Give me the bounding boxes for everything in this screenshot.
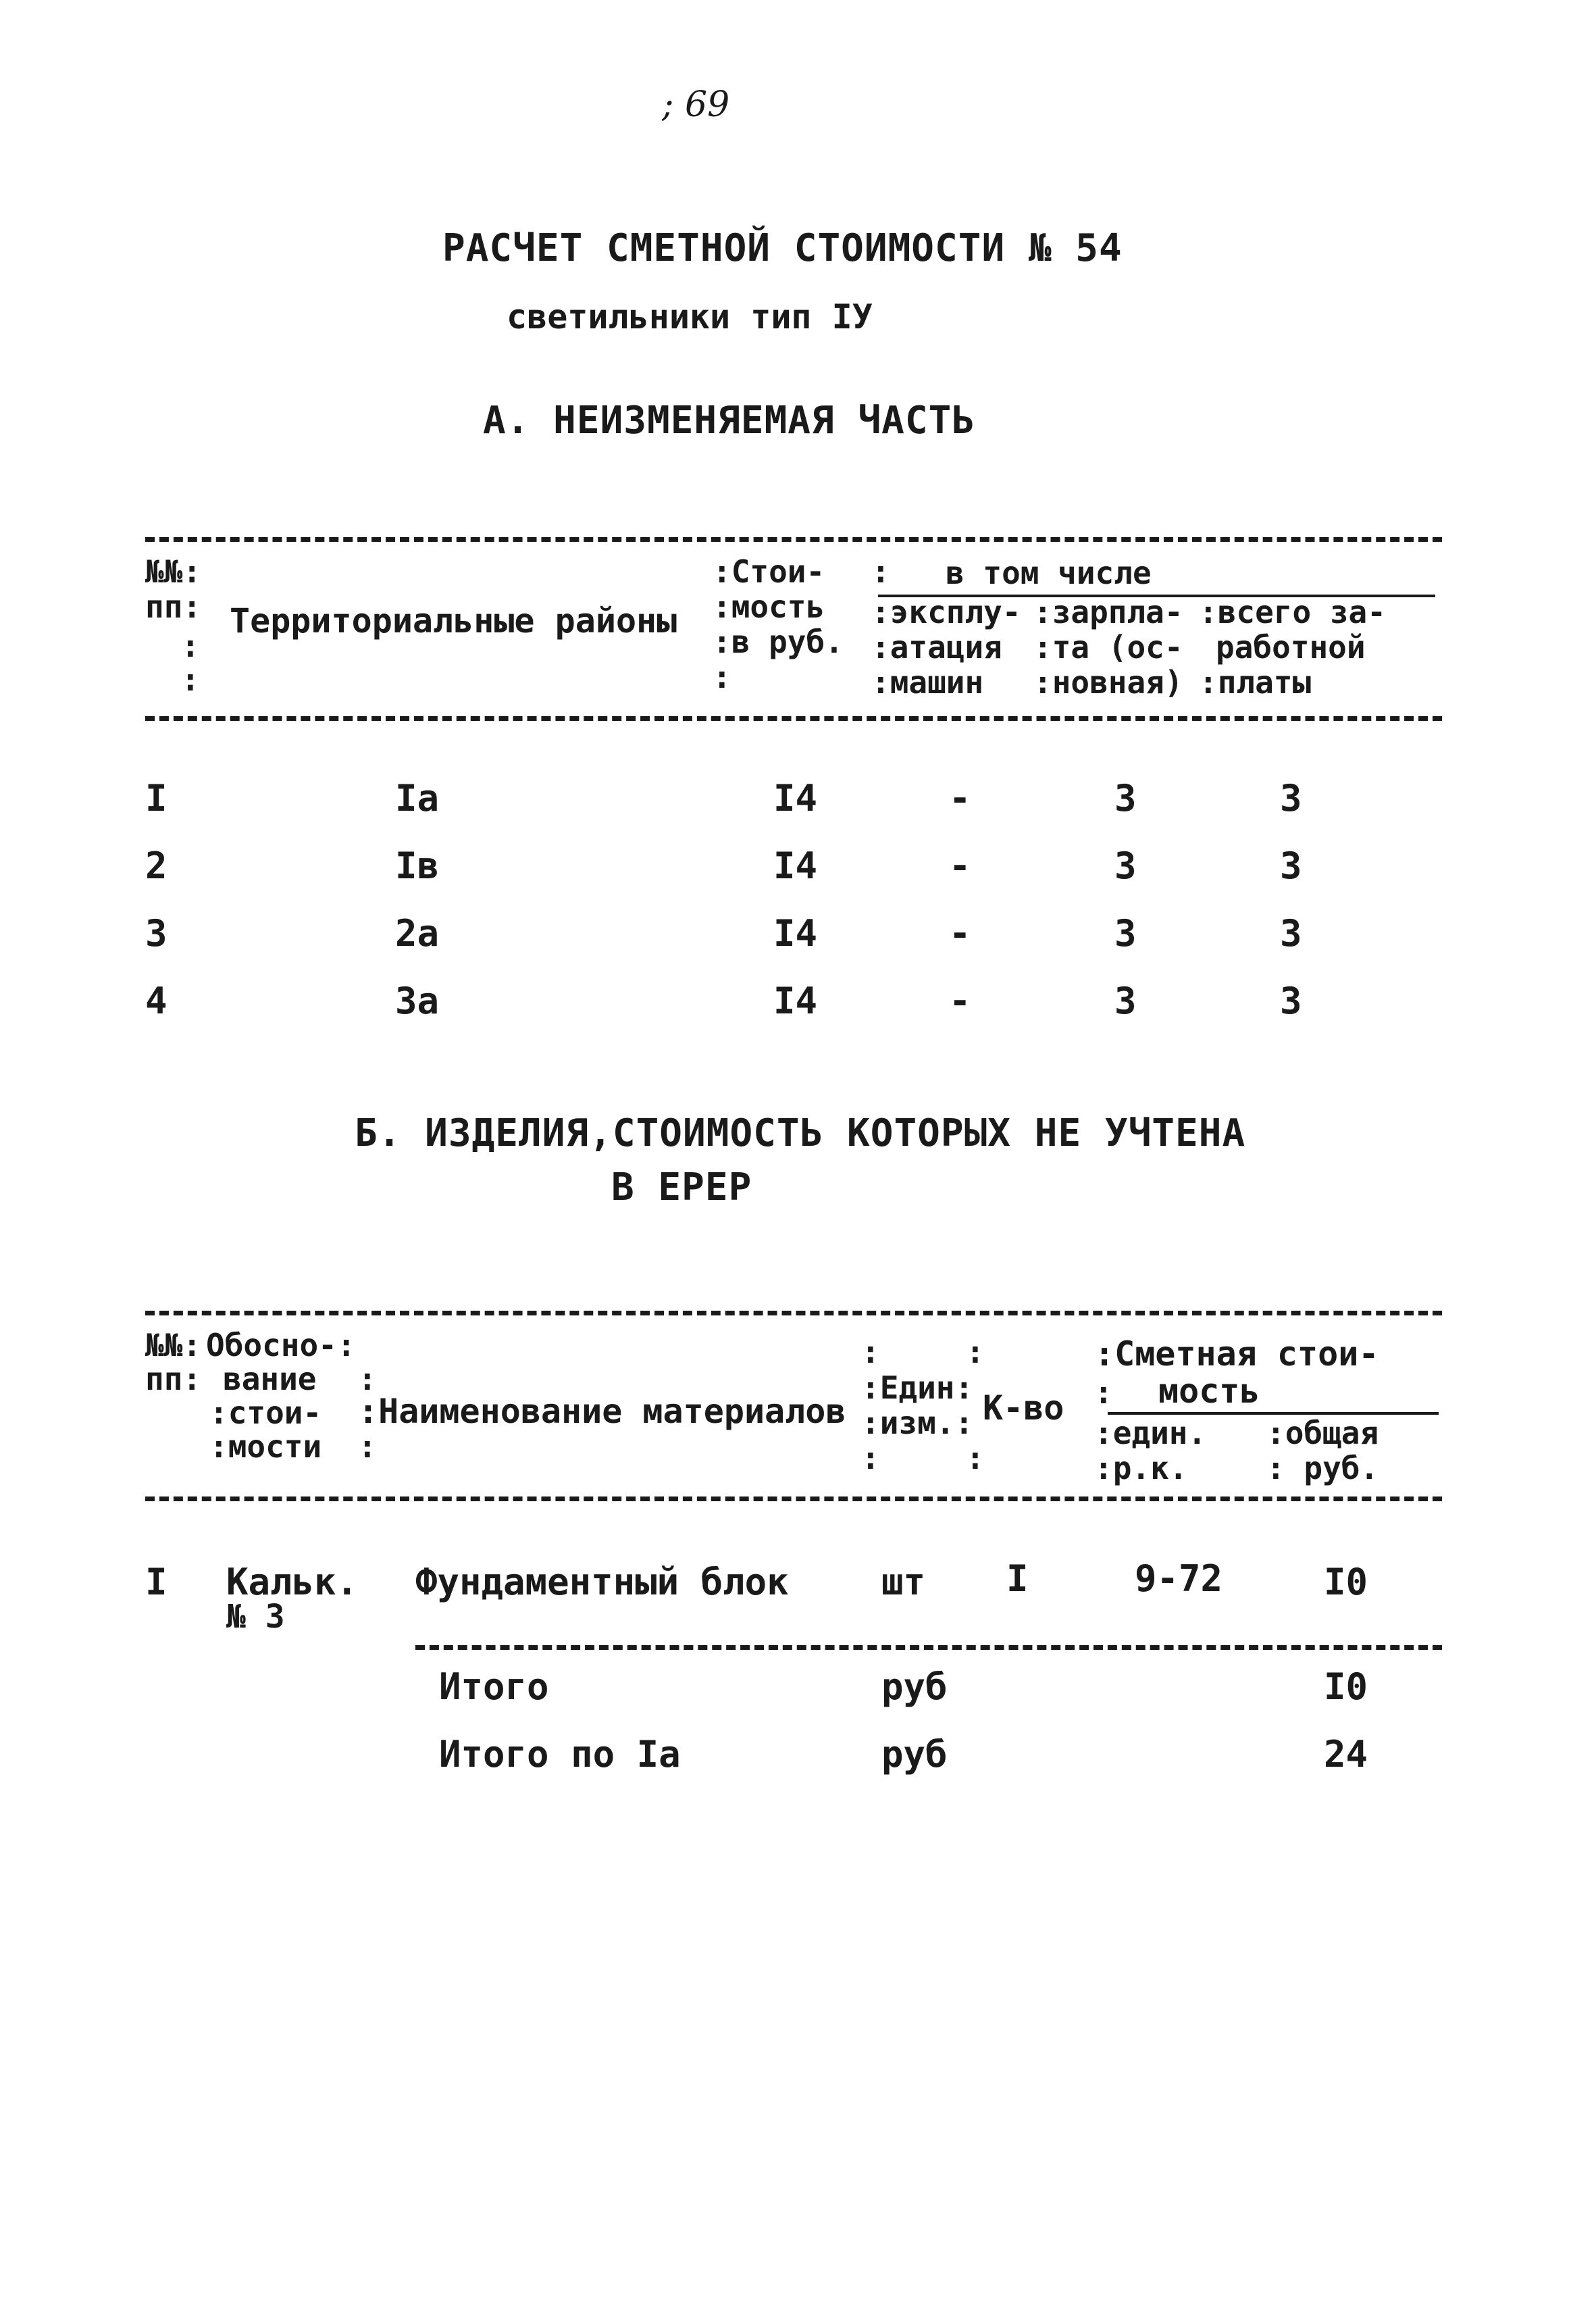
header-num-line2: пп: xyxy=(145,1361,202,1397)
header-unit-price-line1: :един. xyxy=(1094,1415,1207,1451)
section-b-heading-line1: Б. ИЗДЕЛИЯ,СТОИМОСТЬ КОТОРЫХ НЕ УЧТЕНА xyxy=(355,1111,1246,1155)
row-cost: I4 xyxy=(773,777,818,820)
table-b-subtotal-rule xyxy=(415,1645,1442,1650)
row-num: 2 xyxy=(145,845,168,887)
header-cost-line2: мость xyxy=(1158,1372,1260,1411)
row-qty: I xyxy=(1006,1557,1029,1600)
total-unit: руб xyxy=(881,1733,948,1776)
header-wage-line1: :зарпла- xyxy=(1033,594,1183,630)
header-wage-line3: :новная) xyxy=(1033,664,1183,701)
row-region: 2а xyxy=(395,912,440,955)
document-page: ; 69 РАСЧЕТ СМЕТНОЙ СТОИМОСТИ № 54 светильники тип IУ А. НЕИЗМЕНЯЕМАЯ ЧАСТЬ №№: пп: : : Территориальные районы :Стои- :мость :в руб. : : в том числе :эксплу- :атация :машин :зарпла- :та (ос- :новная) :всего за- работной :платы I Iа I4 - 3 3 2 Iв I4 - 3 3 3 2а I4 - 3 3 4 3а I4 - 3 3 Б. ИЗДЕЛИЯ,СТОИМОСТЬ КОТОРЫХ НЕ УЧТЕНА В ЕРЕР №№: пп: Обосно-: вание :стои- :мости : : :Наименование материалов : :Един: :изм.: : : К-во : :Сметная стои- : мость :един. :р.к. :общая : руб. I Кальк. № 3 Фундаментный блок шт I 9-72 I0 Итого руб I0 Итого по Iа руб 24 xyxy=(0,0,1596,2314)
total-label: Итого xyxy=(439,1665,549,1708)
row-basis-line1: Кальк. xyxy=(226,1561,359,1603)
row-total: 3 xyxy=(1280,777,1302,820)
row-total: I0 xyxy=(1324,1561,1368,1603)
header-expl-line1: :эксплу- xyxy=(871,594,1021,630)
header-expl-line3: :машин xyxy=(871,664,984,701)
row-num: 4 xyxy=(145,980,168,1022)
header-cost-line1: :Стои- xyxy=(713,553,825,590)
row-wage: 3 xyxy=(1114,912,1137,955)
header-total-line2: работной xyxy=(1216,629,1366,665)
row-region: Iа xyxy=(395,777,440,820)
row-num: 3 xyxy=(145,912,168,955)
header-unit-line2: :изм.: xyxy=(861,1405,974,1441)
row-cost: I4 xyxy=(773,845,818,887)
header-wage-line2: :та (ос- xyxy=(1033,629,1183,665)
header-total-line3: :платы xyxy=(1199,664,1312,701)
table-b-header-rule xyxy=(145,1496,1442,1501)
header-expl-line2: :атация xyxy=(871,629,1002,665)
document-title: РАСЧЕТ СМЕТНОЙ СТОИМОСТИ № 54 xyxy=(442,226,1123,270)
header-basis-line2: вание xyxy=(223,1361,317,1397)
header-num-line1: №№: xyxy=(145,553,202,590)
row-num: I xyxy=(145,1561,168,1603)
row-region: 3а xyxy=(395,980,440,1022)
header-region: Территориальные районы xyxy=(230,601,677,640)
header-num-line2: пп: xyxy=(145,588,202,625)
row-expl: - xyxy=(949,980,971,1022)
row-total: 3 xyxy=(1280,845,1302,887)
header-material-name: :Наименование материалов xyxy=(358,1392,846,1431)
header-unit-line1: :Един: xyxy=(861,1369,974,1406)
header-incl: в том числе xyxy=(946,555,1152,591)
header-total-line1: :общая xyxy=(1266,1415,1379,1451)
total-value: 24 xyxy=(1324,1733,1368,1776)
row-num: I xyxy=(145,777,168,820)
row-expl: - xyxy=(949,912,971,955)
header-basis-line4: :мости xyxy=(209,1428,322,1465)
page-number: ; 69 xyxy=(662,84,730,125)
header-qty: К-во xyxy=(983,1388,1064,1428)
header-total-line2: : руб. xyxy=(1266,1450,1379,1486)
row-expl: - xyxy=(949,845,971,887)
row-basis-line2: № 3 xyxy=(226,1598,285,1636)
table-a-header-rule xyxy=(145,716,1442,721)
row-cost: I4 xyxy=(773,912,818,955)
header-basis-line3: :стои- xyxy=(209,1394,322,1431)
row-total: 3 xyxy=(1280,980,1302,1022)
row-wage: 3 xyxy=(1114,845,1137,887)
row-expl: - xyxy=(949,777,971,820)
section-a-heading: А. НЕИЗМЕНЯЕМАЯ ЧАСТЬ xyxy=(483,399,976,443)
total-value: I0 xyxy=(1324,1665,1368,1708)
table-b-top-rule xyxy=(145,1311,1442,1315)
document-subtitle: светильники тип IУ xyxy=(507,297,873,336)
row-unit: шт xyxy=(881,1561,926,1603)
header-cost: :Сметная стои- xyxy=(1094,1334,1379,1374)
total-unit: руб xyxy=(881,1665,948,1708)
header-unit-price-line2: :р.к. xyxy=(1094,1450,1188,1486)
row-wage: 3 xyxy=(1114,777,1137,820)
header-total-line1: :всего за- xyxy=(1199,594,1386,630)
row-wage: 3 xyxy=(1114,980,1137,1022)
total-label: Итого по Iа xyxy=(439,1733,681,1776)
row-region: Iв xyxy=(395,845,440,887)
row-total: 3 xyxy=(1280,912,1302,955)
table-a-top-rule xyxy=(145,537,1442,542)
header-num-line1: №№: xyxy=(145,1327,202,1363)
header-cost-line2: :мость xyxy=(713,588,825,625)
row-material-name: Фундаментный блок xyxy=(415,1561,789,1603)
row-unit-price: 9-72 xyxy=(1135,1557,1223,1600)
section-b-heading-line2: В ЕРЕР xyxy=(611,1165,752,1209)
header-basis-line1: Обосно-: xyxy=(206,1327,356,1363)
row-cost: I4 xyxy=(773,980,818,1022)
header-cost-line3: :в руб. xyxy=(713,624,844,660)
